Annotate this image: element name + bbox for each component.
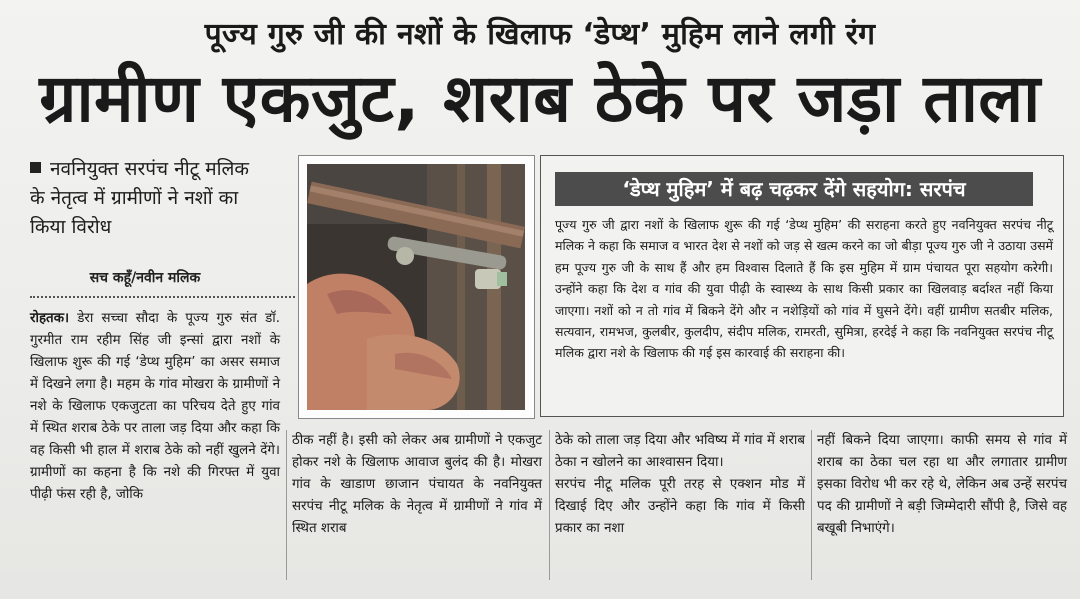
sidebar-story-title: ‘डेप्थ मुहिम’ में बढ़ चढ़कर देंगे सहयोग: सरपंच bbox=[555, 172, 1033, 206]
dotted-divider bbox=[30, 296, 295, 298]
column-divider bbox=[811, 430, 812, 580]
news-photo-frame bbox=[298, 155, 535, 419]
dateline: रोहतक। bbox=[30, 311, 70, 326]
article-column-4: नहीं बिकने दिया जाएगा। काफी समय से गांव में शराब का ठेका चल रहा था और लगातार ग्रामीण इसका विरोध भी कर रहे थे, लेकिन अब उन्हें सरपंच पद की ग्रामीणों ने बड़ी जिम्मेदारी सौंपी है, जिसे वह बखूबी निभाएंगे। bbox=[817, 433, 1067, 536]
article-column-3: ठेके को ताला जड़ दिया और भविष्य में गांव में शराब ठेका न खोलने का आश्वासन दिया। सरपंच नीटू मलिक पूरी तरह से एक्शन मोड में दिखाई दिए और उन्होंने कहा कि गांव में किसी प्रकार का नशा bbox=[555, 433, 805, 536]
byline: सच कहूँ/नवीन मलिक bbox=[89, 270, 201, 286]
article-column-1 bbox=[30, 308, 280, 506]
sidebar-story-text: पूज्य गुरु जी द्वारा नशों के खिलाफ शुरू की गई ‘डेप्थ मुहिम’ की सराहना करते हुए नवनियुक्त सरपंच नीटू मलिक ने कहा कि समाज व भारत देश से नशों को जड़ से खत्म करने का जो बीड़ा पूज्य गुरु जी ने उठाया उसमें हम पूज्य गुरु जी के साथ हैं और हम विश्वास दिलाते हैं कि इस मुहिम में ग्राम पंचायत पूरा सहयोग करेगी। उन्होंने कहा कि देश व गांव की युवा पीढ़ी के स्वास्थ्य के साथ किसी प्रकार का खिलवाड़ बर्दाश्त नहीं किया जाएगा। नशों को न तो गांव में बिकने देंगे और न नशेड़ियों को गांव में घुसने देंगे। वहीं ग्रामीण सतबीर मलिक, सत्यवान, रामभज, कुलबीर, कुलदीप, संदीप मलिक, रामरती, सुमित्रा, हरदेई ने कहा कि नवनियुक्त सरपंच नीटू मलिक द्वारा नशे के खिलाफ की गई इस कारवाई की सराहना की। bbox=[555, 217, 1053, 361]
article-column-2: ठीक नहीं है। इसी को लेकर अब ग्रामीणों ने एकजुट होकर नशे के खिलाफ आवाज बुलंद की है। मोखरा गांव के खाडाण छाजान पंचायत के नवनियुक्त सरपंच नीटू मलिक के नेतृत्व में ग्रामीणों ने गांव में स्थित शराब bbox=[292, 433, 542, 536]
article-column-1-text: डेरा सच्चा सौदा के पूज्य गुरु संत डॉ. गुरमीत राम रहीम सिंह जी इन्सां द्वारा नशों के खिलाफ शुरू की गई ‘डेप्थ मुहिम’ का असर समाज में दिखने लगा है। महम के गांव मोखरा के ग्रामीणों ने नशे के खिलाफ एकजुटता का परिचय देते हुए गांव में स्थित शराब ठेके पर ताला जड़ दिया और कहा कि वह किसी भी हाल में शराब ठेके को नहीं खुलने देंगे। ग्रामीणों का कहना है कि नशे की गिरफ्त में युवा पीढ़ी फंस रही है, जोकि bbox=[30, 311, 280, 502]
summary-block bbox=[30, 155, 260, 242]
bullet-square bbox=[30, 162, 41, 173]
column-divider bbox=[549, 430, 550, 580]
main-headline: ग्रामीण एकजुट, शराब ठेके पर जड़ा ताला bbox=[39, 60, 1041, 137]
sidebar-story-box bbox=[540, 155, 1064, 417]
summary-text: नवनियुक्त सरपंच नीटू मलिक के नेतृत्व में ग्रामीणों ने नशों का किया विरोध bbox=[30, 158, 249, 238]
news-photo bbox=[307, 164, 525, 410]
column-divider bbox=[286, 430, 287, 580]
kicker-headline: पूज्य गुरु जी की नशों के खिलाफ ‘डेप्थ’ मुहिम लाने लगी रंग bbox=[204, 17, 876, 52]
